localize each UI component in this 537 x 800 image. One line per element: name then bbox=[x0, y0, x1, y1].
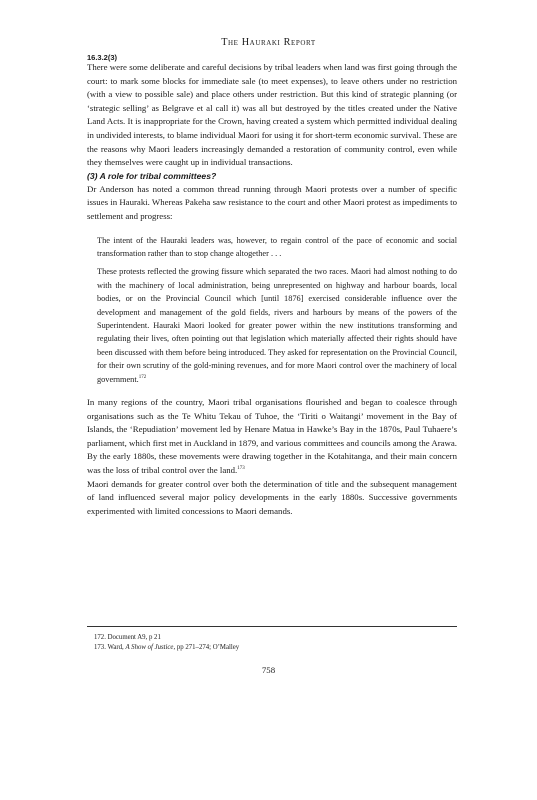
paragraph: In many regions of the country, Maori tribal organisations flourished and began to coalesce through organisations such as the Te Whitu Tekau of Tuhoe, the ‘Tiriti o Waitangi’ movement in the Bay of Islands, the ‘Repudiation’ movement led by Henare Matua in Hawke’s Bay in the 1870s, Paul Tuhaere’s parliament, which first met in Auckland in 1879, and various committees and councils among the Arawa. By the early 1880s, these movements were drawing together in the Kotahitanga, and their main concern was the loss of tribal control over the land.$^{173}$ bbox=[87, 397, 457, 475]
footnotes bbox=[87, 626, 457, 653]
quote-paragraph: These protests reflected the growing fissure which separated the two races. Maori had almost nothing to do with the machinery of local administration, being unrepresented on highway and harbour boards, local bodies, or on the Provincial Council which [until 1876] exercised considerable influence over the development and management of the gold fields, rivers and harbours by means of the powers of the Superintendent. Hauraki Maori looked for greater power within the new institutions transforming and regulating their lives, often pointing out that legislation which materially affected their rights should have been discussed with them before being introduced. They asked for representation on the Provincial Council, for their own scrutiny of the gold-mining revenues, and for more Maori control over the machinery of local government.$^{172}$ bbox=[97, 267, 457, 384]
body-text bbox=[87, 51, 457, 518]
footnote-ref[interactable]: 172 bbox=[138, 374, 147, 380]
footnote: 172. Document A9, p 21 bbox=[94, 634, 161, 641]
paragraph: Dr Anderson has noted a common thread running through Maori protests over a number of specific issues in Hauraki. Whereas Pakeha saw resistance to the court and other Maori protest as impediments to settlement and progress: bbox=[87, 183, 457, 221]
footnote: 173. Ward, A Show of Justice, pp 271–274; O’Malley bbox=[94, 644, 240, 652]
block-quote bbox=[97, 234, 457, 386]
paragraph: There were some deliberate and careful decisions by tribal leaders when land was first going through the court: to mark some blocks for immediate sale (to meet expenses), to leave others under no restriction (with a view to possible sale) and place others under restriction. But this kind of strategic planning (or ‘strategic selling’ as Belgrave et al call it) was all but destroyed by the titles created under the Native Land Acts. It is inappropriate for the Crown, having created a system which permitted individual dealing in undivided interests, to blame individual Maori for using it for short-term economic survival. These are the reasons why Maori leaders increasingly demanded a restoration of community control, even while they themselves were caught up in individual transactions. bbox=[87, 62, 457, 168]
quote-paragraph: The intent of the Hauraki leaders was, however, to regain control of the pace of economic and social transformation rather than to stop change altogether . . . bbox=[97, 235, 457, 258]
section-heading: (3) A role for tribal committees? bbox=[87, 170, 217, 181]
footnote-ref[interactable]: 173 bbox=[237, 466, 245, 472]
running-head: The Hauraki Report bbox=[221, 37, 316, 48]
section-number: 16.3.2(3) bbox=[87, 53, 118, 62]
page-number: 758 bbox=[261, 665, 276, 675]
paragraph: Maori demands for greater control over both the determination of title and the subsequent management of land influenced several major policy developments in the early 1880s. Successive governments experimented with limited concessions to Maori demands. bbox=[87, 478, 457, 516]
